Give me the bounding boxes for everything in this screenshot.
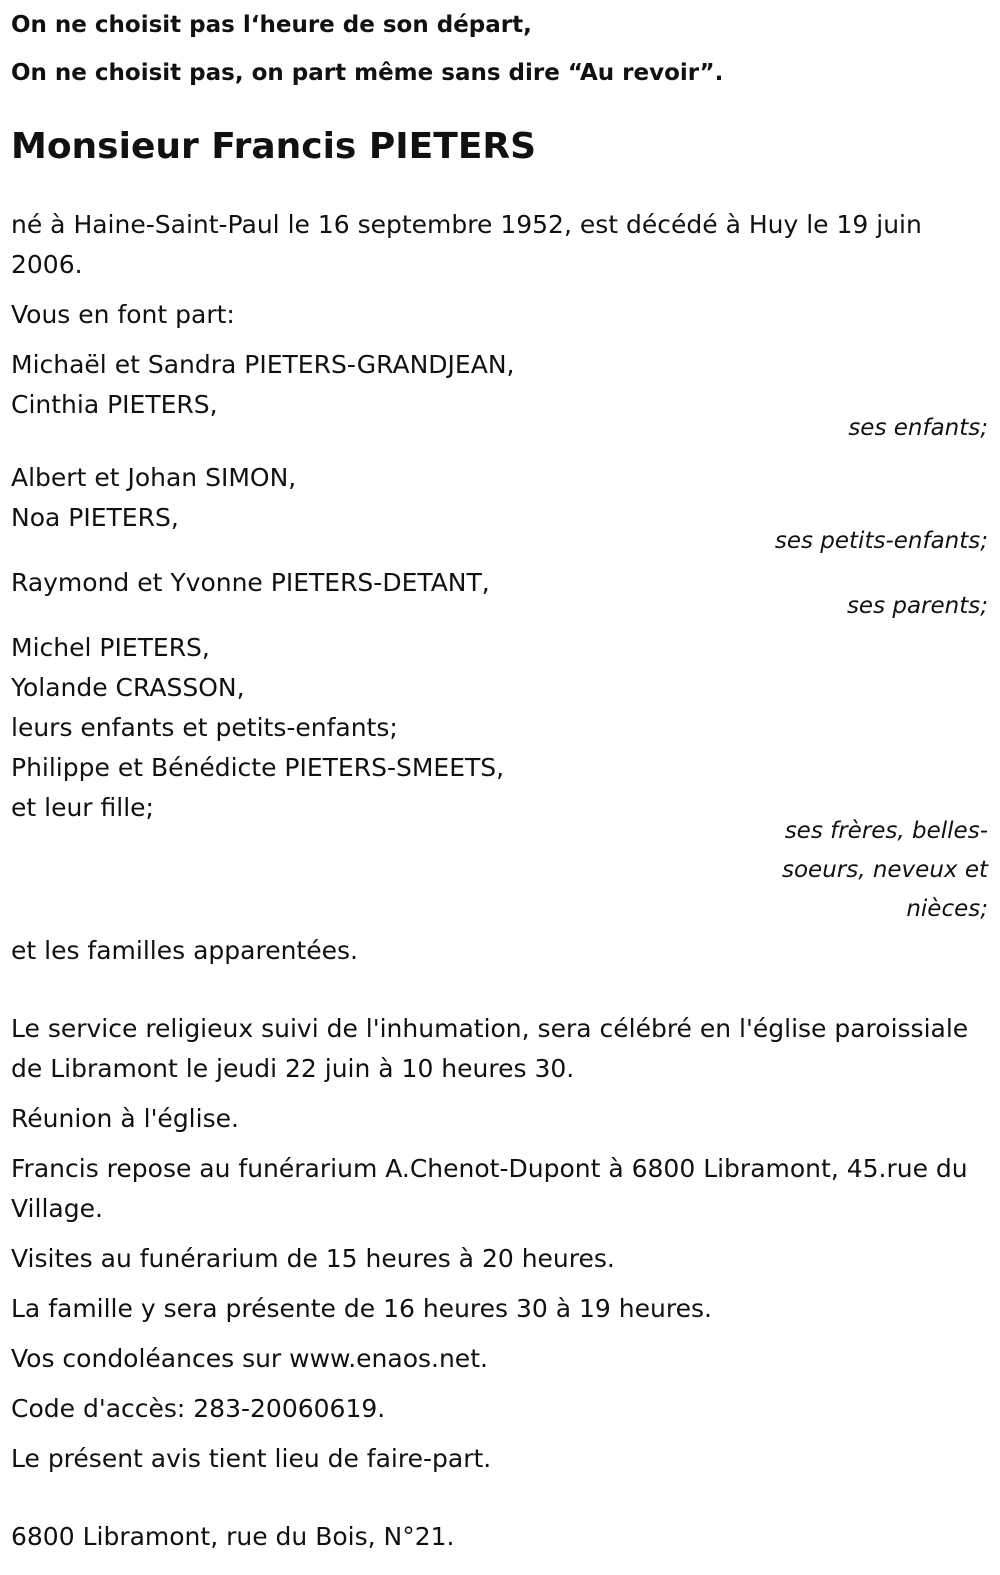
deceased-name: Monsieur Francis PIETERS — [11, 126, 537, 167]
grandchildren-role-label: ses petits-enfants; — [774, 528, 988, 554]
siblings-block — [11, 628, 988, 929]
family-presence-line: La famille y sera présente de 16 heures 30 à 19 heures. — [11, 1294, 712, 1323]
meeting-line: Réunion à l'église. — [11, 1104, 239, 1133]
parents-block — [11, 563, 988, 626]
birth-death-details: né à Haine-Saint-Paul le 16 septembre 1952, est décédé à Huy le 19 juin 2006. — [11, 210, 922, 279]
siblings-role-label: ses frères, belles-soeurs, neveux et nièces; — [781, 818, 988, 922]
ceremony-details: Le service religieux suivi de l'inhumation, sera célébré en l'église paroissiale de Libramont le jeudi 22 juin à 10 heures 30. — [11, 1014, 969, 1083]
family-member-line: Albert et Johan SIMON, — [11, 463, 297, 492]
relatives-line: et les familles apparentées. — [11, 936, 358, 965]
funeral-home-details: Francis repose au funérarium A.Chenot-Dupont à 6800 Libramont, 45.rue du Village. — [11, 1154, 968, 1223]
announcement-line: Vous en font part: — [11, 300, 235, 329]
family-member-line: et leur fille; — [11, 793, 154, 822]
family-member-line: Michel PIETERS, — [11, 633, 210, 662]
family-member-line: Raymond et Yvonne PIETERS-DETANT, — [11, 568, 490, 597]
family-member-line: Noa PIETERS, — [11, 503, 179, 532]
family-member-line: Philippe et Bénédicte PIETERS-SMEETS, — [11, 753, 505, 782]
family-member-line: Yolande CRASSON, — [11, 673, 245, 702]
visits-line: Visites au funérarium de 15 heures à 20 heures. — [11, 1244, 615, 1273]
quote-line-1: On ne choisit pas l‘heure de son départ, — [11, 12, 532, 38]
access-code-line: Code d'accès: 283-20060619. — [11, 1394, 386, 1423]
parents-role-label: ses parents; — [846, 593, 988, 619]
notice-line: Le présent avis tient lieu de faire-part. — [11, 1444, 492, 1473]
children-block — [11, 345, 988, 448]
family-member-line: Cinthia PIETERS, — [11, 390, 218, 419]
family-member-line: Michaël et Sandra PIETERS-GRANDJEAN, — [11, 350, 515, 379]
condolences-line: Vos condoléances sur www.enaos.net. — [11, 1344, 488, 1373]
family-member-line: leurs enfants et petits-enfants; — [11, 713, 398, 742]
address-line: 6800 Libramont, rue du Bois, N°21. — [11, 1522, 455, 1551]
quote-line-2: On ne choisit pas, on part même sans dire “Au revoir”. — [11, 60, 724, 86]
children-role-label: ses enfants; — [848, 415, 988, 441]
grandchildren-block — [11, 458, 988, 561]
